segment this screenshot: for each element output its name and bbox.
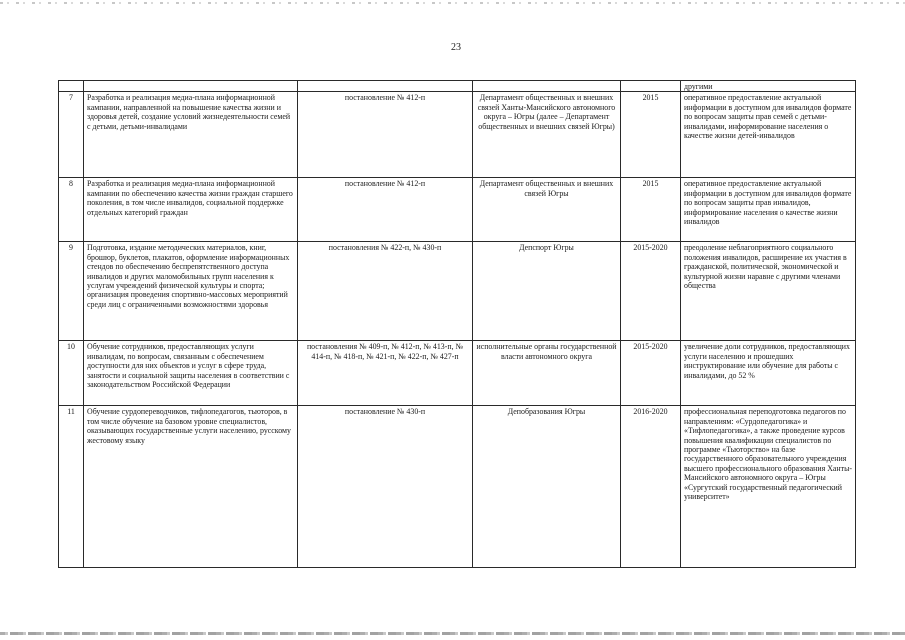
table-row bbox=[59, 341, 856, 406]
cell-executor: Департамент общественных и внешних связей Югры bbox=[473, 178, 621, 242]
cell-num: 9 bbox=[59, 242, 84, 341]
cell-document: постановления № 422-п, № 430-п bbox=[298, 242, 473, 341]
scan-edge-bottom bbox=[0, 632, 905, 635]
cell-year: 2016-2020 bbox=[621, 406, 681, 568]
cell-num: 10 bbox=[59, 341, 84, 406]
cell-result: профессиональная переподготовка педагогов по направлениям: «Сурдопедагогика» и «Тифлопедагогика», а также проведение курсов повышения квалификации специалистов по программе «Тьюторство» на базе государственного образовательного учреждения высшего профессионального образования Ханты-Мансийского автономного округа – Югры «Сургутский государственный педагогический университет» bbox=[681, 406, 856, 568]
table-row bbox=[59, 178, 856, 242]
cell-name: Обучение сотрудников, предоставляющих услуги инвалидам, по вопросам, связанным с обеспечением доступности для них объектов и услуг в сфере труда, занятости и социальной защиты населения в соответствии с законодательством Российской Федерации bbox=[84, 341, 298, 406]
cell-executor: Депобразования Югры bbox=[473, 406, 621, 568]
cell-name: Обучение сурдопереводчиков, тифлопедагогов, тьюторов, в том числе обучение на базовом уровне специалистов, оказывающих государственные услуги населению, русскому жестовому языку bbox=[84, 406, 298, 568]
cell-document: постановление № 412-п bbox=[298, 92, 473, 178]
measures-table bbox=[58, 80, 856, 568]
cell-result: увеличение доли сотрудников, предоставляющих услуги населению и прошедших инструктирование или обучение для работы с инвалидами, до 52 % bbox=[681, 341, 856, 406]
page-number: 23 bbox=[451, 42, 461, 53]
table-row-continuation bbox=[59, 81, 856, 92]
cell-num bbox=[59, 81, 84, 92]
cell-result: преодоление неблагоприятного социального положения инвалидов, расширение их участия в гражданской, политической, экономической и культурной жизни наравне с другими членами общества bbox=[681, 242, 856, 341]
cell-document bbox=[298, 81, 473, 92]
cell-name: Подготовка, издание методических материалов, книг, брошюр, буклетов, плакатов, оформление информационных стендов по обеспечению беспрепятственного доступа инвалидов и других маломобильных групп населения к услугам учреждений физической культуры и спорта; организация проведения спортивно-массовых мероприятий среди лиц с ограниченными возможностями здоровья bbox=[84, 242, 298, 341]
table-row bbox=[59, 92, 856, 178]
cell-result: оперативное предоставление актуальной информации в доступном для инвалидов формате по вопросам защиты прав инвалидов, информирование населения о качестве жизни инвалидов bbox=[681, 178, 856, 242]
cell-year: 2015 bbox=[621, 92, 681, 178]
cell-executor: Депспорт Югры bbox=[473, 242, 621, 341]
cell-document: постановление № 430-п bbox=[298, 406, 473, 568]
cell-year: 2015 bbox=[621, 178, 681, 242]
cell-document: постановления № 409-п, № 412-п, № 413-п, № 414-п, № 418-п, № 421-п, № 422-п, № 427-п bbox=[298, 341, 473, 406]
cell-num: 11 bbox=[59, 406, 84, 568]
cell-num: 7 bbox=[59, 92, 84, 178]
cell-document: постановление № 412-п bbox=[298, 178, 473, 242]
cell-name: Разработка и реализация медиа-плана информационной кампании по обеспечению качества жизни граждан старшего поколения, в том числе инвалидов, социальной поддержке отдельных категорий граждан bbox=[84, 178, 298, 242]
cell-name bbox=[84, 81, 298, 92]
cell-name: Разработка и реализация медиа-плана информационной кампании, направленной на повышение качества жизни и здоровья детей, создание условий жизнедеятельности семей с детьми, детьми-инвалидами bbox=[84, 92, 298, 178]
table-row bbox=[59, 406, 856, 568]
cell-result: оперативное предоставление актуальной информации в доступном для инвалидов формате по вопросам защиты прав семей с детьми-инвалидами, информирование населения о качестве жизни детей-инвалидов bbox=[681, 92, 856, 178]
cell-executor: Департамент общественных и внешних связей Ханты-Мансийского автономного округа – Югры (далее – Департамент общественных и внешних связей Югры) bbox=[473, 92, 621, 178]
scan-edge-top bbox=[0, 2, 905, 4]
table-row bbox=[59, 242, 856, 341]
cell-result: другими bbox=[681, 81, 856, 92]
cell-year bbox=[621, 81, 681, 92]
cell-year: 2015-2020 bbox=[621, 242, 681, 341]
cell-year: 2015-2020 bbox=[621, 341, 681, 406]
cell-executor bbox=[473, 81, 621, 92]
cell-num: 8 bbox=[59, 178, 84, 242]
cell-executor: исполнительные органы государственной власти автономного округа bbox=[473, 341, 621, 406]
